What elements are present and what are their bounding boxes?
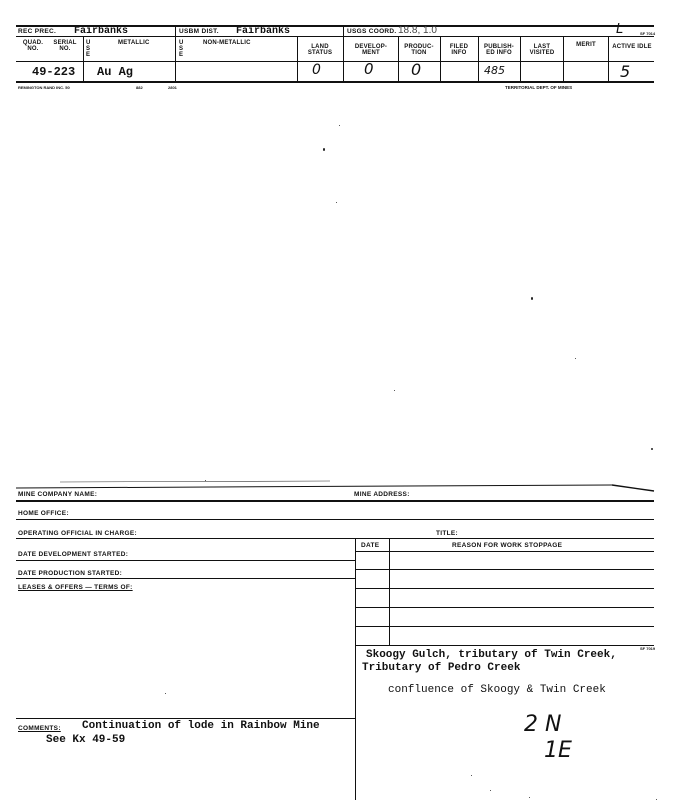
operating-official-label: OPERATING OFFICIAL IN CHARGE: xyxy=(18,530,137,537)
comments-label: COMMENTS: xyxy=(18,725,61,732)
col-merit: MERIT xyxy=(576,42,596,48)
handwritten-township: 2 N xyxy=(524,712,562,737)
home-office-label: HOME OFFICE: xyxy=(18,510,69,517)
title-label: TITLE: xyxy=(436,530,459,537)
date-dev-label: DATE DEVELOPMENT STARTED: xyxy=(18,551,129,558)
col-active-idle: ACTIVE IDLE xyxy=(612,44,652,50)
card-edge xyxy=(0,475,678,500)
col-land-status: LAND STATUS xyxy=(307,44,333,56)
record-serial: 49-223 xyxy=(32,65,76,79)
col-nonmetallic-use: U S E xyxy=(179,40,184,58)
col-nonmetallic: NON-METALLIC xyxy=(203,40,251,46)
usbm-dist-value: Fairbanks xyxy=(236,26,291,37)
record-active-idle: 5 xyxy=(620,62,631,81)
col-last-visited: LAST VISITED xyxy=(529,44,555,56)
stoppage-date-header: DATE xyxy=(361,542,380,549)
record-metallic: Au Ag xyxy=(97,65,134,79)
comments-ref: See Kx 49-59 xyxy=(46,734,126,746)
usbm-dist-label: USBM DIST. xyxy=(179,28,219,35)
col-quad-no: QUAD. NO. xyxy=(22,40,44,52)
mine-company-label: MINE COMPANY NAME: xyxy=(18,491,98,498)
col-filed-info: FILED INFO xyxy=(449,44,469,56)
record-land-status: 0 xyxy=(312,62,321,78)
form-number-2: SF 7019 xyxy=(640,646,656,651)
department-text: TERRITORIAL DEPT. OF MINES xyxy=(505,85,573,90)
date-prod-label: DATE PRODUCTION STARTED: xyxy=(18,570,123,577)
stoppage-reason-header: REASON FOR WORK STOPPAGE xyxy=(452,542,563,549)
code-2: 2801 xyxy=(168,85,177,90)
col-serial-no: SERIAL NO. xyxy=(53,40,77,52)
corner-mark: L xyxy=(616,22,624,37)
col-development: DEVELOP-MENT xyxy=(354,44,388,56)
rec-prec-label: REC PREC. xyxy=(18,28,57,35)
leases-label: LEASES & OFFERS — TERMS OF: xyxy=(18,584,133,591)
mine-address-label: MINE ADDRESS: xyxy=(354,491,410,498)
col-production: PRODUC-TION xyxy=(404,44,434,56)
code-1: 882 xyxy=(136,85,143,90)
col-metallic: METALLIC xyxy=(118,40,150,46)
col-metallic-use: U S E xyxy=(86,40,91,58)
usgs-coord-value: 18.8, 1.0 xyxy=(398,25,437,36)
record-development: 0 xyxy=(364,60,374,78)
usgs-coord-label: USGS COORD. xyxy=(347,28,397,35)
form-number: SF 7014 xyxy=(640,31,656,36)
record-published-info: 485 xyxy=(484,64,505,77)
location-line-1: Skoogy Gulch, tributary of Twin Creek, xyxy=(366,649,617,661)
printer-text: REMINGTON RAND INC. 50 xyxy=(18,85,70,90)
col-published-info: PUBLISH-ED INFO xyxy=(484,44,514,56)
rec-prec-value: Fairbanks xyxy=(74,26,129,37)
comments-text: Continuation of lode in Rainbow Mine xyxy=(82,720,320,732)
handwritten-range: 1E xyxy=(544,738,572,763)
location-line-2: Tributary of Pedro Creek xyxy=(362,662,521,674)
record-production: 0 xyxy=(411,60,422,79)
location-line-3: confluence of Skoogy & Twin Creek xyxy=(388,684,606,696)
